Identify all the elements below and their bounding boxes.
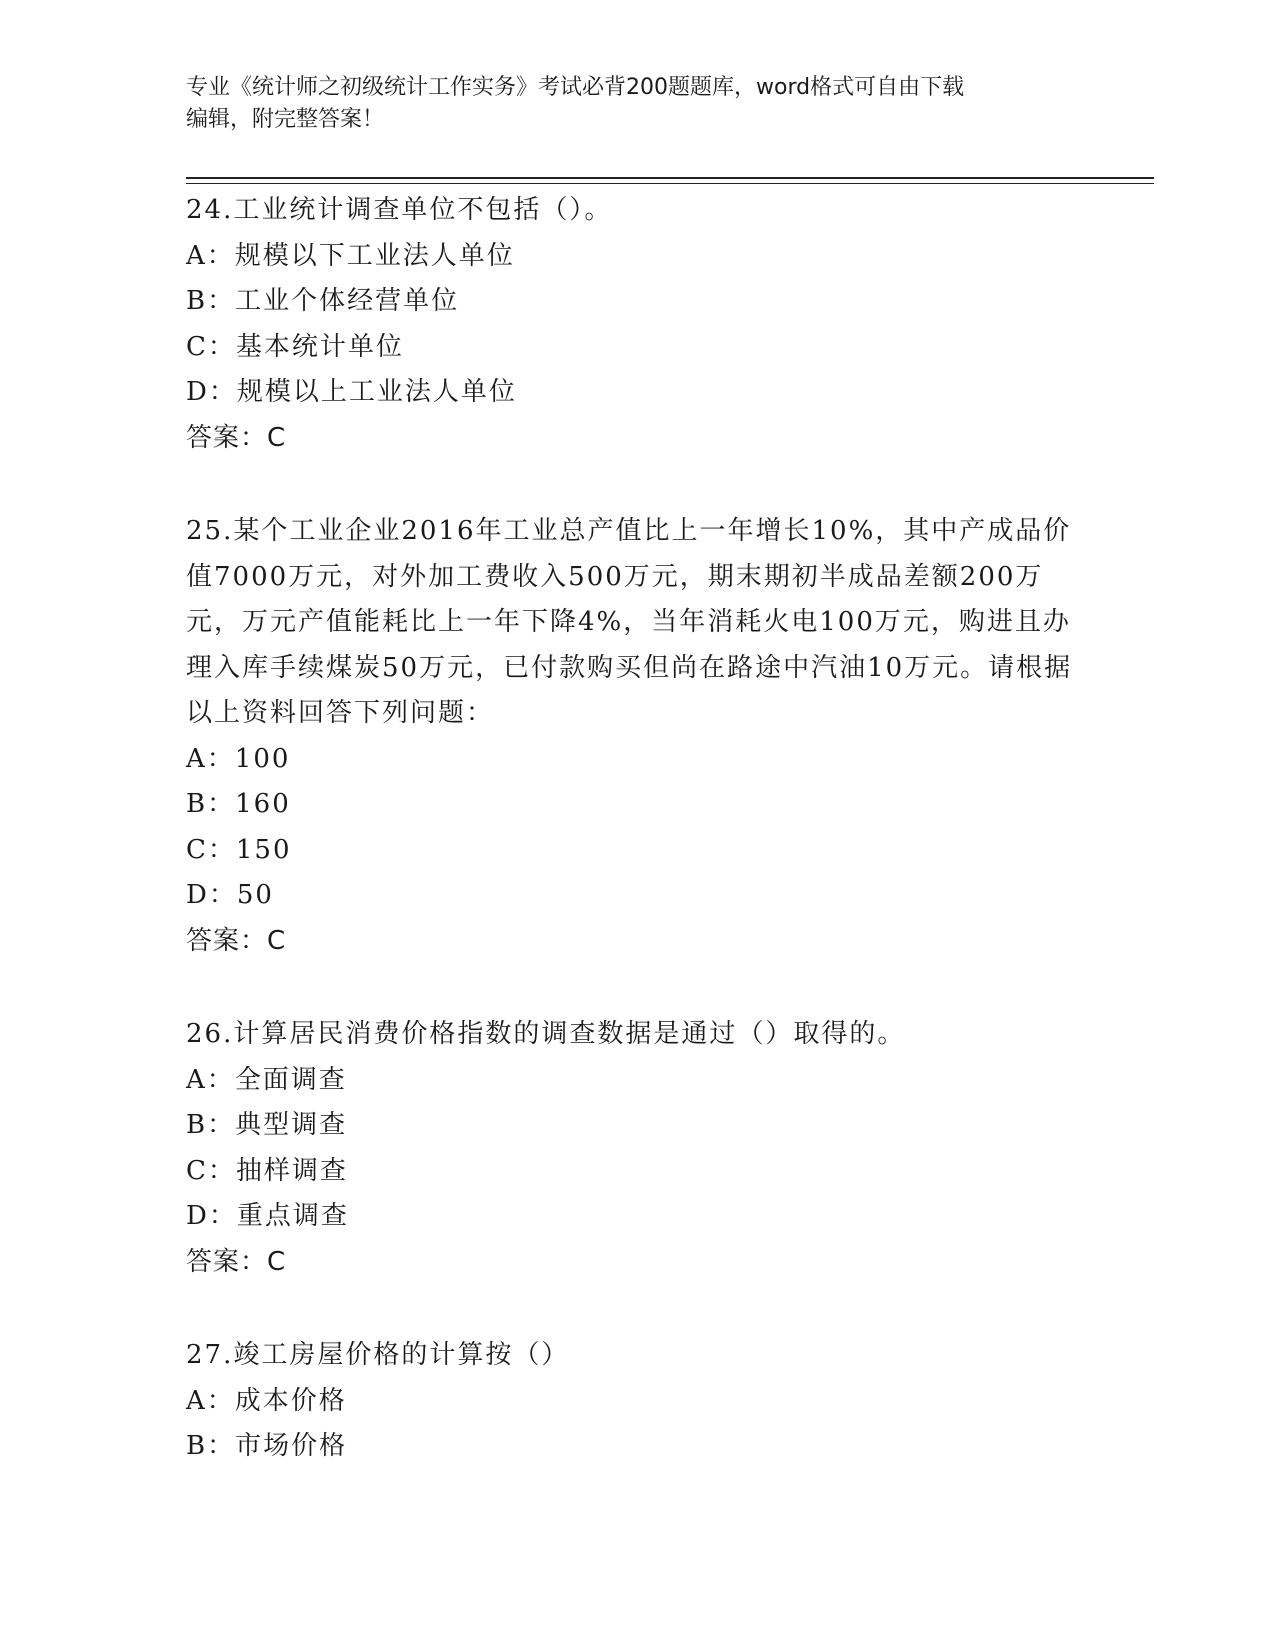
header-title-line-2: 编辑，附完整答案！ xyxy=(186,107,385,132)
option-a: A：100 xyxy=(186,743,291,774)
option-b: B：160 xyxy=(186,789,291,819)
option-c: C：抽样调查 xyxy=(186,1155,348,1186)
question-stem: 25.某个工业企业2016年工业总产值比上一年增长10%，其中产成品价值7000万元，对外加工费收入500万元，期末期初半成品差额200万元，万元产值能耗比上一年下降4%，当年消耗火电100万元，购进且办理入库手续煤炭50万元，已付款购买但尚在路途中汽油10万元。请根据以上资料回答下列问题： xyxy=(186,516,1073,728)
answer-line: 答案：C xyxy=(186,1246,287,1277)
answer-line: 答案：C xyxy=(186,925,287,956)
option-c: C：基本统计单位 xyxy=(186,331,404,362)
option-d: D：规模以上工业法人单位 xyxy=(186,377,517,407)
question-27 xyxy=(186,1333,1086,1470)
option-a: A：全面调查 xyxy=(186,1064,347,1095)
header-title-line-1: 专业《统计师之初级统计工作实务》考试必背200题题库，word格式可自由下载 xyxy=(186,75,965,100)
question-26 xyxy=(186,1012,1086,1285)
option-b: B：典型调查 xyxy=(186,1110,348,1140)
question-stem: 24.工业统计调查单位不包括（）。 xyxy=(186,195,613,225)
option-b: B：工业个体经营单位 xyxy=(186,286,460,316)
option-d: D：50 xyxy=(186,880,274,910)
option-d: D：重点调查 xyxy=(186,1201,349,1231)
question-list xyxy=(186,188,1086,1518)
question-24 xyxy=(186,188,1086,461)
header-divider-thick xyxy=(186,177,1154,179)
option-c: C：150 xyxy=(186,834,292,865)
question-stem: 26.计算居民消费价格指数的调查数据是通过（）取得的。 xyxy=(186,1019,906,1049)
document-header xyxy=(186,72,1066,136)
question-25 xyxy=(186,509,1086,964)
option-b: B：市场价格 xyxy=(186,1431,348,1461)
header-divider-thin xyxy=(186,183,1154,184)
option-a: A：成本价格 xyxy=(186,1385,347,1416)
answer-line: 答案：C xyxy=(186,422,287,453)
question-stem: 27.竣工房屋价格的计算按（） xyxy=(186,1340,570,1370)
option-a: A：规模以下工业法人单位 xyxy=(186,240,515,271)
